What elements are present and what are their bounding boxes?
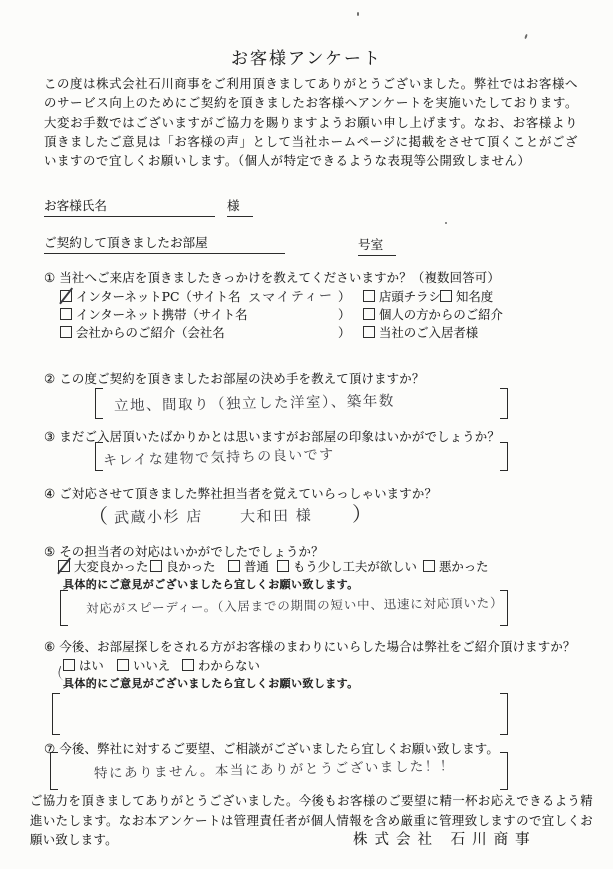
q5-very-good-label: 大変良かった <box>74 559 149 574</box>
question-5-number: ⑤ <box>44 544 56 559</box>
question-5-text: その担当者の対応はいかがでしたでしょうか？ <box>59 544 324 559</box>
q5-option-bad <box>423 557 489 575</box>
room-field <box>44 232 285 254</box>
q1-company-label: 会社からのご紹介（会社名 <box>76 325 225 340</box>
handwritten-staff-name: 大和田 様 <box>239 506 313 526</box>
answer-bracket-left <box>60 590 68 626</box>
q1-fame-option <box>440 287 493 305</box>
answer-bracket-right <box>500 442 508 471</box>
footer-paragraph: ご協力を頂きましてありがとうございました。今後もお客様のご要望に精一杯お応えできるよう精進いたします。なお本アンケートは管理責任者が個人情報を含め厳重に管理致しますので宜しくお願い致します。 <box>30 793 593 847</box>
answer-bracket-right <box>500 590 508 626</box>
q1-option-row-2 <box>60 305 613 323</box>
question-2-number: ② <box>44 371 56 386</box>
question-3-number: ③ <box>44 429 56 444</box>
checkbox-no <box>117 659 129 671</box>
handwritten-answer-q3: キレイな建物で気持ちの良いです <box>102 446 335 470</box>
checkbox-name-recognition <box>440 290 452 302</box>
q1-fame-label: 知名度 <box>456 289 494 304</box>
q5-needs-work-label: もう少し工夫が欲しい <box>293 559 417 574</box>
checkbox-existing-tenant <box>363 326 375 338</box>
intro-paragraph: この度は株式会社石川商事をご利用頂きましてありがとうございました。弊社ではお客様へのサービス向上のためにご契約を頂きましたお客様へアンケートを実施いたしております。大変お手数ではございますがご協力を賜りますようお願い申し上げます。なお、お客様より頂きましたご意見は「お客様の声」として当社ホームページに掲載をさせて頂くことがございますので宜しくお願いします。（個人が特定できるような表現等公開致しません） <box>44 76 578 169</box>
q6-no-label: いいえ <box>133 658 171 673</box>
customer-name-suffix: 様 <box>227 195 253 217</box>
handwritten-answer-q2: 立地、間取り（独立した洋室）、築年数 <box>113 393 395 415</box>
room-number-suffix: 号室 <box>358 234 396 256</box>
scan-artifact <box>524 34 528 39</box>
checkbox-internet-mobile <box>60 308 72 320</box>
question-1 <box>44 268 500 286</box>
checkbox-bad <box>423 560 435 572</box>
q6-option-yes <box>63 656 104 674</box>
q6-option-no <box>117 656 170 674</box>
q1-option-row-3 <box>60 323 613 341</box>
room-label: ご契約して頂きましたお部屋 <box>44 235 208 250</box>
question-2 <box>44 369 424 387</box>
q1-pc-close-paren: ） <box>338 289 351 304</box>
q1-internet-pc-label: インターネットPC（サイト名 <box>76 289 241 304</box>
checkbox-good <box>150 560 162 572</box>
question-4-number: ④ <box>44 486 56 501</box>
handwritten-answer-q5: 対応がスピーディー。（入居までの期間の短い中、迅速に対応頂いた） <box>85 595 504 616</box>
answer-bracket-left <box>52 693 60 735</box>
checkbox-very-good <box>58 560 70 572</box>
q5-option-very-good <box>58 557 148 575</box>
q6-unsure-label: わからない <box>198 658 260 673</box>
question-4-text: ご対応させて頂きました弊社担当者を覚えていらっしゃいますか？ <box>59 486 438 501</box>
q5-normal-label: 普通 <box>244 559 269 574</box>
q1-flyer-label: 店頭チラシ <box>379 289 441 304</box>
q6-option-unsure <box>182 656 260 674</box>
checkbox-store-flyer <box>363 290 375 302</box>
checkbox-unsure <box>182 659 194 671</box>
question-1-number: ① <box>44 270 56 285</box>
q6-yes-label: はい <box>79 658 104 673</box>
answer-bracket-right <box>500 388 508 419</box>
q5-option-normal <box>228 557 269 575</box>
checkbox-normal <box>228 560 240 572</box>
question-6 <box>44 637 576 655</box>
handwritten-answer-q7: 特にありません。本当にありがとうございました！！ <box>93 758 455 782</box>
scan-artifact <box>357 12 359 16</box>
q4-close-paren: ） <box>352 502 372 526</box>
q1-option-row-1 <box>60 287 613 305</box>
company-name: 株式会社 石川商事 <box>353 832 537 848</box>
question-7-number: ⑦ <box>44 741 56 756</box>
handwritten-store-name: 武蔵小杉 店 <box>113 507 203 527</box>
checkbox-internet-pc <box>60 290 72 302</box>
q4-open-paren: （ <box>88 504 108 528</box>
answer-bracket-left <box>95 388 103 419</box>
answer-bracket-left <box>95 442 103 471</box>
q1-company-close-paren: ） <box>338 325 351 340</box>
question-3 <box>44 427 500 445</box>
page-title: お客様アンケート <box>231 49 382 69</box>
question-6-number: ⑥ <box>44 639 56 654</box>
answer-bracket-right <box>500 693 508 735</box>
q6-detail-note: 具体的にご意見がございましたら宜しくお願い致します。 <box>63 677 359 690</box>
customer-name-field <box>44 195 215 217</box>
q1-tenant-label: 当社のご入居者様 <box>379 325 479 340</box>
q1-mobile-close-paren: ） <box>338 307 351 322</box>
q1-flyer-option <box>363 287 441 305</box>
q5-option-good <box>150 557 216 575</box>
q5-bad-label: 悪かった <box>439 559 489 574</box>
checkbox-company-referral <box>60 326 72 338</box>
question-1-text: 当社へご来店を頂きましたきっかけを教えてくださいますか？（複数回答可） <box>59 270 500 285</box>
question-6-text: 今後、お部屋探しをされる方がお客様のまわりにいらした場合は弊社をご紹介頂けますか？ <box>59 639 576 654</box>
question-3-text: まだご入居頂いたばかりかとは思いますがお部屋の印象はいかがでしょうか？ <box>59 429 500 444</box>
q1-personal-option <box>363 305 503 323</box>
checkbox-needs-improvement <box>277 560 289 572</box>
q1-tenant-option <box>363 323 478 341</box>
customer-name-row <box>44 195 253 217</box>
q5-good-label: 良かった <box>166 559 216 574</box>
q5-option-needs-work <box>277 557 417 575</box>
answer-bracket-right <box>500 752 508 790</box>
room-row <box>44 232 384 254</box>
q5-option-row <box>0 557 613 575</box>
q1-personal-label: 個人の方からのご紹介 <box>379 307 503 322</box>
q1-mobile-label: インターネット携帯（サイト名 <box>76 307 248 322</box>
customer-name-label: お客様氏名 <box>44 198 107 213</box>
handwritten-site-name: スマイティー <box>247 288 334 307</box>
q5-detail-note: 具体的にご意見がございましたら宜しくお願い致します。 <box>63 578 359 591</box>
question-7-text: 今後、弊社に対するご要望、ご相談がございましたら宜しくお願い致します。 <box>59 741 499 756</box>
scan-artifact <box>445 222 447 224</box>
checkbox-personal-referral <box>363 308 375 320</box>
q6-option-row <box>0 656 613 674</box>
answer-bracket-left <box>50 752 58 790</box>
question-2-text: この度ご契約を頂きましたお部屋の決め手を教えて頂けますか？ <box>59 371 425 386</box>
